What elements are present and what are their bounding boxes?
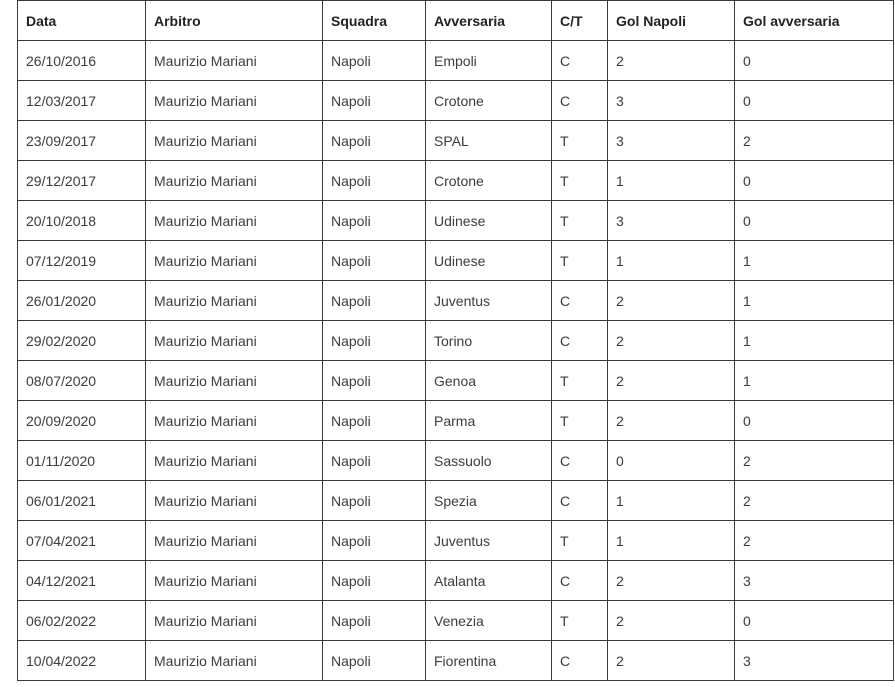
cell-gol-napoli: 1 — [608, 241, 735, 281]
cell-data: 10/04/2022 — [18, 641, 146, 681]
cell-avversaria: Crotone — [426, 81, 552, 121]
table-row — [18, 401, 894, 441]
cell-data: 23/09/2017 — [18, 121, 146, 161]
table-row — [18, 361, 894, 401]
cell-gol-napoli: 2 — [608, 281, 735, 321]
cell-ct: C — [552, 321, 608, 361]
cell-gol-avversaria: 1 — [735, 361, 894, 401]
cell-gol-napoli: 1 — [608, 161, 735, 201]
cell-ct: T — [552, 241, 608, 281]
cell-gol-napoli: 1 — [608, 521, 735, 561]
table-row — [18, 601, 894, 641]
table-row — [18, 481, 894, 521]
header-ct: C/T — [552, 1, 608, 41]
cell-arbitro: Maurizio Mariani — [146, 121, 323, 161]
cell-data: 20/09/2020 — [18, 401, 146, 441]
header-squadra: Squadra — [323, 1, 426, 41]
table-row — [18, 321, 894, 361]
cell-arbitro: Maurizio Mariani — [146, 81, 323, 121]
cell-gol-napoli: 2 — [608, 361, 735, 401]
header-gol-napoli: Gol Napoli — [608, 1, 735, 41]
cell-gol-napoli: 1 — [608, 481, 735, 521]
cell-avversaria: Venezia — [426, 601, 552, 641]
cell-ct: T — [552, 121, 608, 161]
cell-avversaria: Empoli — [426, 41, 552, 81]
cell-avversaria: Crotone — [426, 161, 552, 201]
cell-data: 01/11/2020 — [18, 441, 146, 481]
cell-ct: C — [552, 481, 608, 521]
cell-data: 06/02/2022 — [18, 601, 146, 641]
cell-avversaria: Atalanta — [426, 561, 552, 601]
cell-data: 04/12/2021 — [18, 561, 146, 601]
cell-data: 29/02/2020 — [18, 321, 146, 361]
cell-squadra: Napoli — [323, 201, 426, 241]
cell-ct: T — [552, 401, 608, 441]
cell-ct: T — [552, 361, 608, 401]
cell-squadra: Napoli — [323, 321, 426, 361]
cell-avversaria: Sassuolo — [426, 441, 552, 481]
table-row — [18, 121, 894, 161]
cell-ct: T — [552, 521, 608, 561]
cell-avversaria: Udinese — [426, 201, 552, 241]
table-row — [18, 81, 894, 121]
cell-ct: C — [552, 441, 608, 481]
header-arbitro: Arbitro — [146, 1, 323, 41]
cell-gol-avversaria: 0 — [735, 201, 894, 241]
cell-gol-napoli: 2 — [608, 321, 735, 361]
cell-avversaria: Genoa — [426, 361, 552, 401]
cell-avversaria: Udinese — [426, 241, 552, 281]
table-body — [18, 41, 894, 681]
cell-data: 26/01/2020 — [18, 281, 146, 321]
cell-avversaria: Juventus — [426, 281, 552, 321]
cell-gol-napoli: 3 — [608, 121, 735, 161]
cell-arbitro: Maurizio Mariani — [146, 561, 323, 601]
cell-data: 26/10/2016 — [18, 41, 146, 81]
cell-gol-avversaria: 0 — [735, 401, 894, 441]
cell-squadra: Napoli — [323, 441, 426, 481]
cell-data: 29/12/2017 — [18, 161, 146, 201]
cell-ct: T — [552, 161, 608, 201]
cell-ct: T — [552, 601, 608, 641]
cell-squadra: Napoli — [323, 121, 426, 161]
cell-gol-napoli: 2 — [608, 561, 735, 601]
cell-data: 08/07/2020 — [18, 361, 146, 401]
header-gol-avversaria: Gol avversaria — [735, 1, 894, 41]
cell-ct: C — [552, 561, 608, 601]
table-row — [18, 441, 894, 481]
cell-data: 06/01/2021 — [18, 481, 146, 521]
cell-avversaria: Juventus — [426, 521, 552, 561]
cell-ct: C — [552, 281, 608, 321]
cell-arbitro: Maurizio Mariani — [146, 401, 323, 441]
cell-data: 12/03/2017 — [18, 81, 146, 121]
cell-data: 07/04/2021 — [18, 521, 146, 561]
header-avversaria: Avversaria — [426, 1, 552, 41]
table-row — [18, 641, 894, 681]
cell-arbitro: Maurizio Mariani — [146, 41, 323, 81]
cell-gol-avversaria: 0 — [735, 41, 894, 81]
cell-arbitro: Maurizio Mariani — [146, 241, 323, 281]
cell-arbitro: Maurizio Mariani — [146, 321, 323, 361]
cell-arbitro: Maurizio Mariani — [146, 601, 323, 641]
cell-squadra: Napoli — [323, 481, 426, 521]
cell-arbitro: Maurizio Mariani — [146, 361, 323, 401]
table-row — [18, 201, 894, 241]
table-header-row — [18, 1, 894, 41]
cell-gol-napoli: 2 — [608, 401, 735, 441]
cell-avversaria: SPAL — [426, 121, 552, 161]
cell-avversaria: Fiorentina — [426, 641, 552, 681]
cell-arbitro: Maurizio Mariani — [146, 281, 323, 321]
table-row — [18, 241, 894, 281]
cell-arbitro: Maurizio Mariani — [146, 161, 323, 201]
cell-arbitro: Maurizio Mariani — [146, 441, 323, 481]
cell-avversaria: Parma — [426, 401, 552, 441]
cell-arbitro: Maurizio Mariani — [146, 641, 323, 681]
cell-gol-avversaria: 2 — [735, 441, 894, 481]
cell-gol-avversaria: 2 — [735, 481, 894, 521]
cell-gol-avversaria: 1 — [735, 241, 894, 281]
cell-data: 07/12/2019 — [18, 241, 146, 281]
cell-data: 20/10/2018 — [18, 201, 146, 241]
cell-squadra: Napoli — [323, 521, 426, 561]
cell-arbitro: Maurizio Mariani — [146, 481, 323, 521]
cell-gol-napoli: 2 — [608, 601, 735, 641]
cell-gol-napoli: 2 — [608, 641, 735, 681]
cell-gol-napoli: 3 — [608, 201, 735, 241]
cell-arbitro: Maurizio Mariani — [146, 201, 323, 241]
cell-ct: C — [552, 41, 608, 81]
table-row — [18, 281, 894, 321]
header-data: Data — [18, 1, 146, 41]
cell-gol-avversaria: 0 — [735, 601, 894, 641]
cell-squadra: Napoli — [323, 561, 426, 601]
cell-squadra: Napoli — [323, 361, 426, 401]
cell-squadra: Napoli — [323, 401, 426, 441]
cell-squadra: Napoli — [323, 641, 426, 681]
cell-gol-avversaria: 0 — [735, 81, 894, 121]
cell-avversaria: Spezia — [426, 481, 552, 521]
cell-ct: T — [552, 201, 608, 241]
cell-gol-napoli: 2 — [608, 41, 735, 81]
table-row — [18, 161, 894, 201]
cell-arbitro: Maurizio Mariani — [146, 521, 323, 561]
cell-ct: C — [552, 81, 608, 121]
cell-squadra: Napoli — [323, 81, 426, 121]
cell-squadra: Napoli — [323, 601, 426, 641]
cell-gol-avversaria: 2 — [735, 121, 894, 161]
cell-squadra: Napoli — [323, 41, 426, 81]
cell-ct: C — [552, 641, 608, 681]
cell-gol-avversaria: 0 — [735, 161, 894, 201]
cell-avversaria: Torino — [426, 321, 552, 361]
cell-gol-avversaria: 1 — [735, 321, 894, 361]
cell-squadra: Napoli — [323, 281, 426, 321]
cell-gol-avversaria: 3 — [735, 641, 894, 681]
cell-gol-napoli: 0 — [608, 441, 735, 481]
table-row — [18, 521, 894, 561]
cell-gol-avversaria: 3 — [735, 561, 894, 601]
table-row — [18, 41, 894, 81]
cell-gol-napoli: 3 — [608, 81, 735, 121]
cell-squadra: Napoli — [323, 161, 426, 201]
cell-gol-avversaria: 1 — [735, 281, 894, 321]
cell-squadra: Napoli — [323, 241, 426, 281]
cell-gol-avversaria: 2 — [735, 521, 894, 561]
matches-table-container — [17, 0, 893, 681]
matches-table — [17, 0, 894, 681]
table-row — [18, 561, 894, 601]
